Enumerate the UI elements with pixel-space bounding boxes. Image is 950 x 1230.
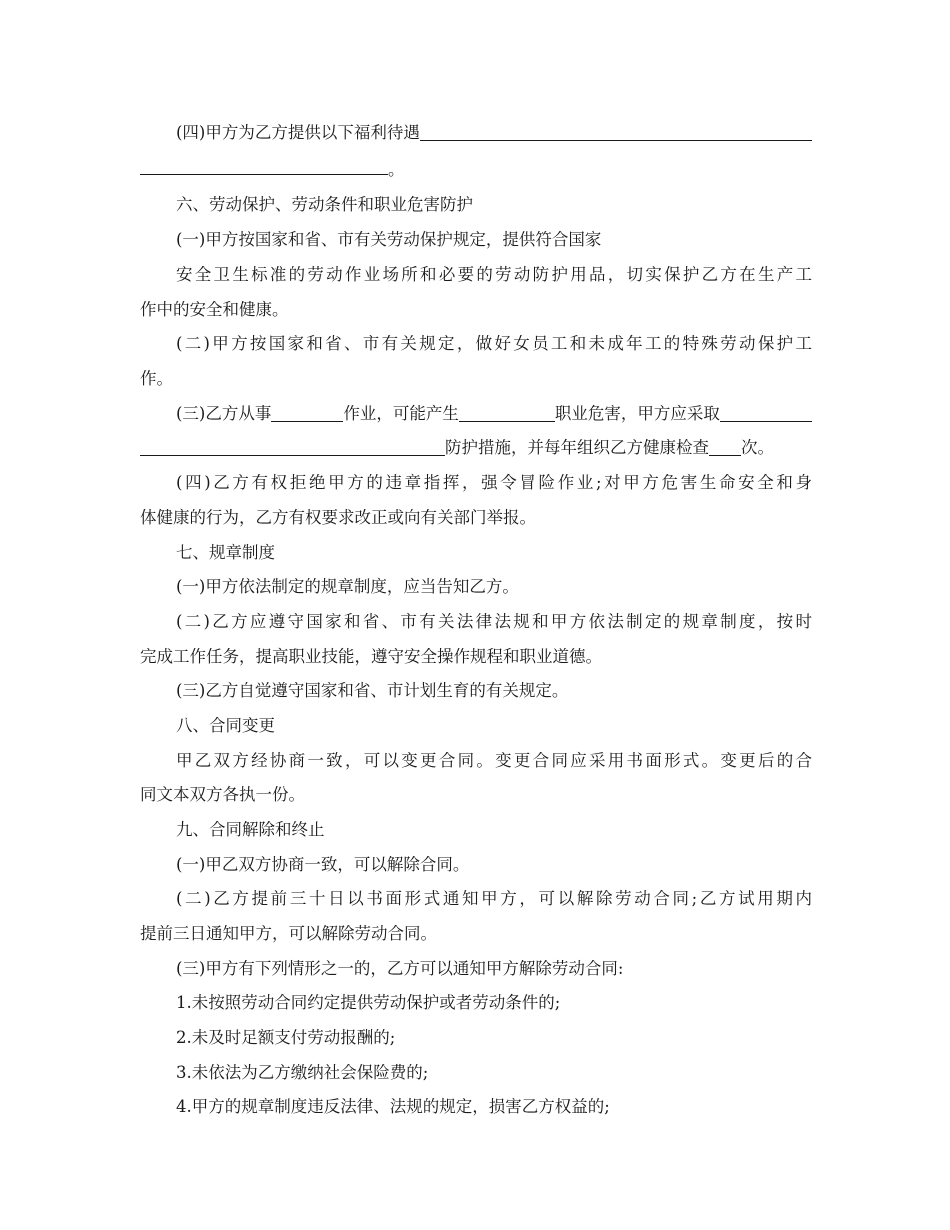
measures-blank-line-2	[140, 438, 445, 456]
s6-clause-1-line-3: 作中的安全和健康。	[140, 300, 289, 319]
s6-clause-3-text-d: 防护措施，并每年组织乙方健康检查	[445, 438, 709, 457]
s6-clause-4-line-2: 体健康的行为，乙方有权要求改正或向有关部门举报。	[140, 508, 536, 527]
section-8-heading: 八、合同变更	[176, 716, 275, 735]
s7-clause-3: (三)乙方自觉遵守国家和省、市计划生育的有关规定。	[176, 681, 569, 700]
s6-clause-2-line-2: 作。	[140, 369, 173, 388]
list-item: 3.未依法为乙方缴纳社会保险费的;	[176, 1063, 429, 1082]
list-item: 1.未按照劳动合同约定提供劳动保护或者劳动条件的;	[176, 993, 561, 1012]
s6-clause-1-line-1: (一)甲方按国家和省、市有关劳动保护规定，提供符合国家	[176, 230, 602, 249]
s6-clause-3-text-e: 次。	[741, 438, 774, 457]
s6-clause-4-line-1: (四)乙方有权拒绝甲方的违章指挥，强令冒险作业;对甲方危害生命安全和身	[176, 473, 812, 492]
section-7-heading: 七、规章制度	[176, 543, 275, 562]
s6-clause-3-text-a: (三)乙方从事	[176, 404, 272, 423]
s6-clause-3-line-1	[176, 402, 812, 426]
s6-clause-3-text-c: 职业危害，甲方应采取	[554, 404, 720, 423]
work-type-blank	[271, 404, 343, 422]
welfare-blank-line-2	[140, 157, 388, 175]
hazard-blank	[459, 404, 555, 422]
welfare-end-mark: 。	[388, 160, 405, 179]
s9-clause-2-line-2: 提前三日通知甲方，可以解除劳动合同。	[140, 924, 437, 943]
s6-clause-1-line-2: 安全卫生标准的劳动作业场所和必要的劳动防护用品，切实保护乙方在生产工	[176, 265, 812, 284]
s6-clause-3-text-b: 作业，可能产生	[343, 404, 459, 423]
measures-blank-line	[720, 404, 812, 422]
checkup-count-blank	[709, 438, 741, 456]
s8-para-line-1: 甲乙双方经协商一致，可以变更合同。变更合同应采用书面形式。变更后的合	[176, 751, 812, 770]
s6-clause-2-line-1: (二)甲方按国家和省、市有关规定，做好女员工和未成年工的特殊劳动保护工	[176, 334, 812, 353]
s7-clause-2-line-1: (二)乙方应遵守国家和省、市有关法律法规和甲方依法制定的规章制度，按时	[176, 612, 812, 631]
s7-clause-1: (一)甲方依法制定的规章制度，应当告知乙方。	[176, 577, 519, 596]
s9-clause-2-line-1: (二)乙方提前三十日以书面形式通知甲方，可以解除劳动合同;乙方试用期内	[176, 889, 812, 908]
list-item: 4.甲方的规章制度违反法律、法规的规定，损害乙方权益的;	[176, 1097, 610, 1116]
welfare-clause	[176, 121, 812, 145]
section-6-heading: 六、劳动保护、劳动条件和职业危害防护	[176, 195, 473, 214]
s9-clause-1: (一)甲乙双方协商一致，可以解除合同。	[176, 855, 470, 874]
s8-para-line-2: 同文本双方各执一份。	[140, 785, 305, 804]
welfare-clause-text: (四)甲方为乙方提供以下福利待遇	[176, 123, 420, 142]
s9-clause-3: (三)甲方有下列情形之一的，乙方可以通知甲方解除劳动合同:	[176, 959, 624, 978]
welfare-blank-line	[420, 123, 812, 141]
list-item: 2.未及时足额支付劳动报酬的;	[176, 1028, 396, 1047]
s7-clause-2-line-2: 完成工作任务，提高职业技能，遵守安全操作规程和职业道德。	[140, 647, 602, 666]
s6-clause-3-line-2	[140, 436, 812, 460]
section-9-heading: 九、合同解除和终止	[176, 820, 325, 839]
welfare-clause-cont	[140, 157, 812, 181]
